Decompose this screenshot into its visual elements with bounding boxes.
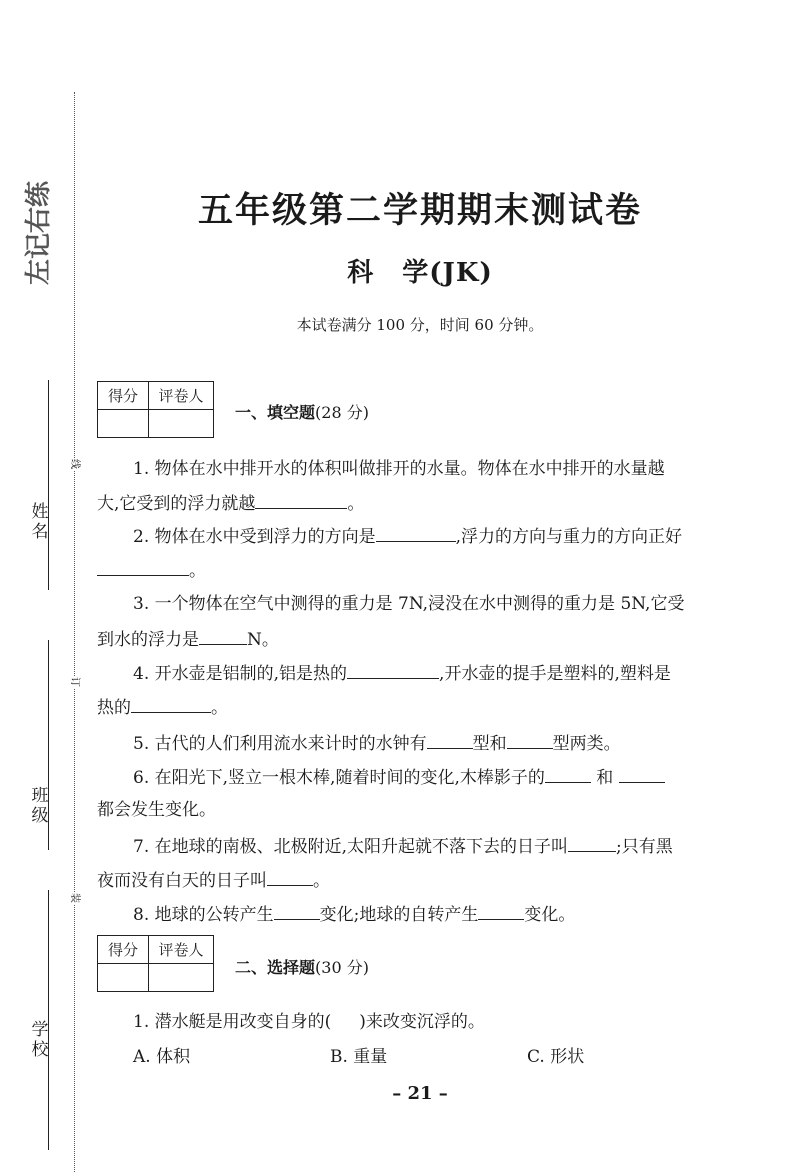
score-cell[interactable] [98, 964, 149, 992]
question-1-line-1: 1. 物体在水中排开水的体积叫做排开的水量。物体在水中排开的水量越 [133, 459, 665, 479]
subject-second: 学(JK) [402, 258, 493, 288]
question-2-line-2: 。 [97, 557, 742, 583]
binding-dotted-line [74, 92, 75, 1172]
section-1-title: 一、填空题 [235, 403, 316, 422]
grader-header: 评卷人 [149, 382, 214, 410]
answer-blank[interactable] [568, 833, 616, 852]
section-1-heading [235, 400, 369, 423]
question-1-line-2: 大,它受到的浮力就越 。 [97, 490, 742, 516]
page-number: – 21 – [392, 1083, 448, 1104]
question-7-line-2: 夜而没有白天的日子叫 。 [97, 867, 742, 893]
school-line [48, 890, 49, 1150]
class-label: 班级 [31, 786, 49, 826]
grader-header: 评卷人 [149, 936, 214, 964]
logo [22, 168, 72, 298]
answer-blank[interactable] [427, 730, 473, 749]
answer-blank[interactable] [131, 694, 211, 713]
question-8-line-1: 8. 地球的公转产生 变化;地球的自转产生 变化。 [97, 901, 742, 927]
question-4-line-1: 4. 开水壶是铝制的,铝是热的 ,开水壶的提手是塑料的,塑料是 [97, 660, 742, 686]
binding-char-ding: 订 [69, 677, 80, 687]
answer-blank[interactable] [545, 764, 591, 783]
answer-blank[interactable] [507, 730, 553, 749]
answer-blank[interactable] [478, 901, 524, 920]
option-a[interactable]: A. 体积 [133, 1047, 191, 1067]
question-3-line-1: 3. 一个物体在空气中测得的重力是 7N,浸没在水中测得的重力是 5N,它受 [133, 594, 685, 614]
section-1-points: (28 分) [315, 403, 369, 422]
answer-blank[interactable] [347, 660, 439, 679]
question-7-line-1: 7. 在地球的南极、北极附近,太阳升起就不落下去的日子叫 ;只有黑 [97, 833, 742, 859]
section-2-points: (30 分) [315, 958, 369, 977]
name-label: 姓名 [31, 502, 49, 542]
answer-blank[interactable] [274, 901, 320, 920]
section-2-heading [235, 955, 369, 978]
school-label: 学校 [31, 1020, 49, 1060]
section-2-title: 二、选择题 [235, 958, 316, 977]
exam-instructions: 本试卷满分 100 分，时间 60 分钟。 [296, 316, 544, 334]
binding-char-zhuang: 装 [69, 893, 80, 903]
question-2-line-1: 2. 物体在水中受到浮力的方向是 ,浮力的方向与重力的方向正好 [97, 523, 742, 549]
subject-main: 科 [347, 258, 375, 288]
score-box-1 [97, 381, 214, 438]
question-4-line-2: 热的 。 [97, 694, 742, 720]
option-c[interactable]: C. 形状 [527, 1047, 585, 1067]
class-line [48, 640, 49, 850]
name-line [48, 380, 49, 590]
answer-blank[interactable] [199, 626, 247, 645]
grader-cell[interactable] [149, 964, 214, 992]
answer-blank[interactable] [97, 557, 189, 576]
subject-heading [100, 252, 740, 289]
answer-blank[interactable] [376, 523, 456, 542]
answer-blank[interactable] [255, 490, 347, 509]
question-6-line-2: 都会发生变化。 [97, 800, 216, 820]
question-6-line-1: 6. 在阳光下,竖立一根木棒,随着时间的变化,木棒影子的 和 [97, 764, 742, 790]
score-box-2 [97, 935, 214, 992]
question-3-line-2: 到水的浮力是 N。 [97, 626, 742, 652]
grader-cell[interactable] [149, 410, 214, 438]
binding-char-xian: 线 [69, 459, 80, 469]
option-b[interactable]: B. 重量 [330, 1047, 388, 1067]
score-cell[interactable] [98, 410, 149, 438]
score-header: 得分 [98, 382, 149, 410]
score-header: 得分 [98, 936, 149, 964]
answer-blank[interactable] [619, 764, 665, 783]
mc-question-1: 1. 潜水艇是用改变自身的( )来改变沉浮的。 [133, 1012, 485, 1032]
exam-title: 五年级第二学期期末测试卷 [197, 190, 642, 231]
logo-text: 左记右练 [24, 180, 54, 286]
question-5-line-1: 5. 古代的人们利用流水来计时的水钟有 型和 型两类。 [97, 730, 742, 756]
answer-blank[interactable] [267, 867, 313, 886]
